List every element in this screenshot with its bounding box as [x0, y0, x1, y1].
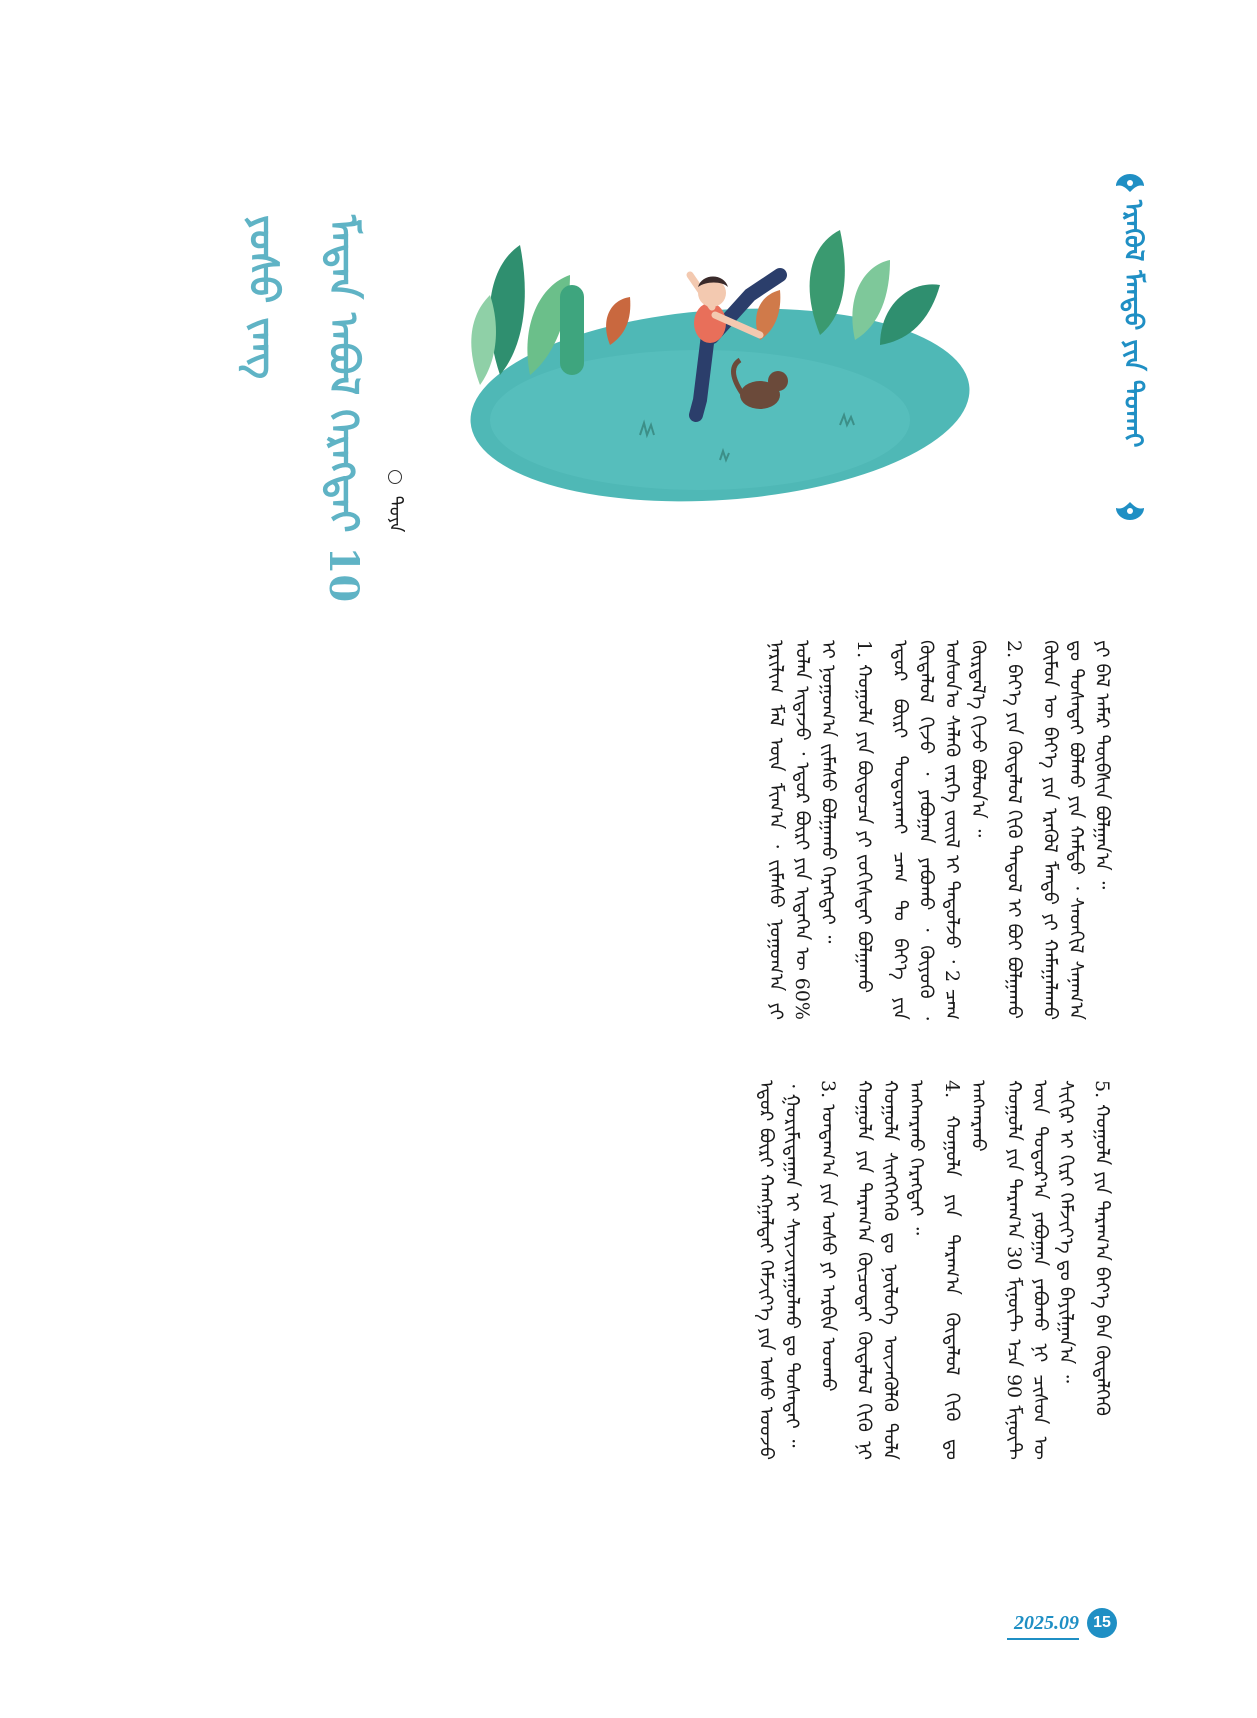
footer-underline — [1007, 1638, 1079, 1640]
article-title — [228, 215, 378, 603]
author-byline — [380, 470, 411, 532]
page-number: 15 — [1087, 1608, 1117, 1638]
author-name: ᠲᠤᠶᠠ — [385, 495, 406, 533]
paragraph: ᠬᠣᠭᠣᠯᠠ ᠶᠢᠨ ᠳᠠᠷᠠᠭ᠎ᠠ ᠬᠦᠴᠦᠲᠡᠢ ᠬᠥᠳᠡᠯᠦᠯ ᠬᠢᠬᠦ ᠨᠢ ᠬᠣᠭᠣᠯᠠ ᠰᠢᠩᠭᠡᠭᠡᠬᠦ ᠳᠤ ᠨᠥᠯᠦᠭᠡ ᠦᠵᠡᠭᠦᠯᠬᠦ ᠲᠤᠯᠠ ᠠᠩᠬᠠᠷᠬᠤ ᠬᠡᠷᠡᠭᠲᠡᠢ ᠃ — [853, 1080, 927, 1460]
section-heading: 3. ᠤᠨᠳᠠᠭ᠎ᠠ ᠶᠢᠨ ᠤᠰᠤ ᠶᠢ ᠠᠷᠪᠢᠨ ᠤᠤᠬᠤ — [817, 1080, 839, 1392]
paragraph: ᠨᠠᠷᠢᠯᠢᠭ ᠮᠠᠯ ᠦᠨ ᠮᠢᠬ᠎ᠠ ᠂ ᠵᠢᠮᠡᠰᠦ ᠨᠣᠭᠣᠭ᠎ᠠ ᠶᠢ ᠣᠯᠠᠨ ᠢᠳᠡᠵᠦ ᠂ ᠡᠳᠦᠷ ᠪᠦᠷᠢ ᠶᠢᠨ ᠢᠳᠡᠭᠡᠨ ᠦ 60% ᠢ ᠨᠣᠭᠣᠭ᠎ᠠ ᠵᠢᠮᠡᠰᠦ ᠪᠣᠯᠭᠠᠬᠤ ᠬᠡᠷᠡᠭᠲᠡᠢ ᠃ — [765, 640, 839, 1020]
section-heading: 1. ᠬᠣᠭᠣᠯᠠ ᠶᠢᠨ ᠪᠦᠲᠦᠴᠡ ᠶᠢ ᠵᠣᠬᠢᠰᠲᠠᠢ ᠪᠣᠯᠭᠠᠬᠤ — [853, 640, 875, 993]
paragraph: ᠬᠣᠭᠣᠯᠠ ᠶᠢᠨ ᠳᠠᠷᠠᠭ᠎ᠠ 30 ᠮᠢᠨᠦ᠋ᠲ ᠡᠴᠡ 90 ᠮᠢᠨᠦ᠋ᠲ ᠦᠨ ᠳᠤᠲᠤᠷ᠎ᠠ ᠶᠠᠪᠤᠭᠠᠨ ᠶᠠᠪᠤᠬᠤ ᠨᠢ ᠴᠢᠰᠤᠨ ᠦ ᠰᠢᠬᠢᠷ ᠢ ᠬᠢᠷᠢ ᠬᠡᠮᠵᠢᠶ᠎ᠡ ᠳᠤ ᠪᠠᠶᠢᠯᠭᠠᠨ᠎ᠠ ᠃ — [1003, 1080, 1077, 1460]
circle-icon — [388, 470, 402, 484]
title-line-1: ᠮᠡᠳᠡᠨ ᠠᠪᠤᠯ ᠬᠡᠷᠡᠭᠳᠡᠢ 10 — [320, 215, 367, 603]
body-lower-block — [175, 1080, 1115, 1470]
ornament-bottom-icon — [1112, 500, 1148, 522]
yoga-illustration — [460, 225, 990, 505]
paragraph: ᠬᠦᠮᠦᠨ ᠦ ᠪᠡᠶ᠎ᠡ ᠶᠢᠨ ᠡᠷᠡᠭᠦᠯ ᠮᠡᠨᠳᠦ ᠶᠢ ᠬᠠᠮᠠᠭᠠᠯᠠᠬᠤ ᠳᠤ ᠲᠤᠰᠠᠲᠠᠢ ᠪᠣᠯᠬᠤ ᠶᠢᠨ ᠬᠠᠮᠲᠤ ᠂ ᠰᠡᠳᠬᠢᠯ ᠰᠠᠨᠠᠭ᠎ᠠ ᠶᠢ ᠪᠡᠯ ᠠᠮᠠᠷ ᠲᠦᠪᠰᠢᠨ ᠪᠣᠯᠭᠠᠨ᠎ᠠ ᠃ — [1039, 640, 1113, 1020]
paragraph: ᠡᠳᠦᠷ ᠪᠦᠷᠢ ᠬᠠᠩᠭᠠᠯᠲᠠᠢ ᠬᠡᠮᠵᠢᠶ᠎ᠡ ᠶᠢᠨ ᠤᠰᠤ ᠤᠤᠵᠤ ᠂ ᠭᠤᠷᠢᠮᠢᠲᠠᠭᠠᠨ ᠢ ᠰᠠᠶᠢᠵᠢᠷᠠᠭᠤᠯᠬᠤ ᠳᠤ ᠲᠤᠰᠠᠲᠠᠢ ᠃ — [755, 1080, 803, 1460]
title-line-2: ᠶᠣᠰᠣ ᠵᠠᠩ — [240, 215, 287, 380]
series-title: ᠡᠷᠡᠭᠦᠯ ᠮᠡᠨᠳᠦ ᠶᠢᠨ ᠲᠤᠬᠠᠢ — [1118, 200, 1148, 448]
paragraph: ᠡᠳᠦᠷ ᠪᠦᠷᠢ ᠲᠣᠳᠣᠷᠬᠠᠢ ᠴᠠᠭ ᠲᠤ ᠪᠡᠶ᠎ᠡ ᠶᠢᠨ ᠬᠥᠳᠡᠯᠦᠯ ᠬᠢᠵᠦ ᠂ ᠶᠠᠪᠤᠭᠠᠨ ᠶᠠᠪᠤᠬᠤ ᠂ ᠭᠦᠶᠦᠬᠦ ᠂ ᠤᠰᠤᠨ᠎ᠤ ᠰᠡᠯᠡᠬᠦ ᠵᠡᠷᠭᠡ ᠵᠦᠢᠯ ᠢ ᠳᠠᠳᠤᠯᠵᠤ ᠂ 2 ᠴᠠᠭ ᠬᠦᠷᠲᠡᠯ᠎ᠡ ᠬᠢᠵᠦ ᠪᠣᠯᠤᠨ᠎ᠠ ᠃ — [889, 640, 989, 1020]
ornament-top-icon — [1112, 172, 1148, 194]
section-heading: 5. ᠬᠣᠭᠣᠯᠠ ᠶᠢᠨ ᠳᠠᠷᠠᠭ᠎ᠠ ᠪᠡᠶ᠎ᠡ ᠪᠡᠨ ᠬᠥᠳᠡᠯᠭᠡᠬᠦ — [1091, 1080, 1113, 1416]
page-footer — [1014, 1608, 1117, 1638]
issue-number: 2025.09 — [1014, 1611, 1079, 1634]
section-heading: 2. ᠪᠡᠶ᠎ᠡ ᠶᠢᠨ ᠬᠥᠳᠡᠯᠦᠯ ᠬᠢᠬᠦ ᠳᠠᠳᠤᠯ ᠢ ᠪᠣᠢ ᠪᠣᠯᠭᠠᠬᠤ — [1003, 640, 1025, 1019]
body-upper-block — [175, 640, 1115, 1030]
section-heading: 4. ᠬᠣᠭᠣᠯᠠ ᠶᠢᠨ ᠳᠠᠷᠠᠭ᠎ᠠ ᠬᠥᠳᠡᠯᠦᠯ ᠬᠢᠬᠦ ᠳᠤ ᠠᠩᠬᠠᠷᠬᠤ — [941, 1080, 989, 1460]
